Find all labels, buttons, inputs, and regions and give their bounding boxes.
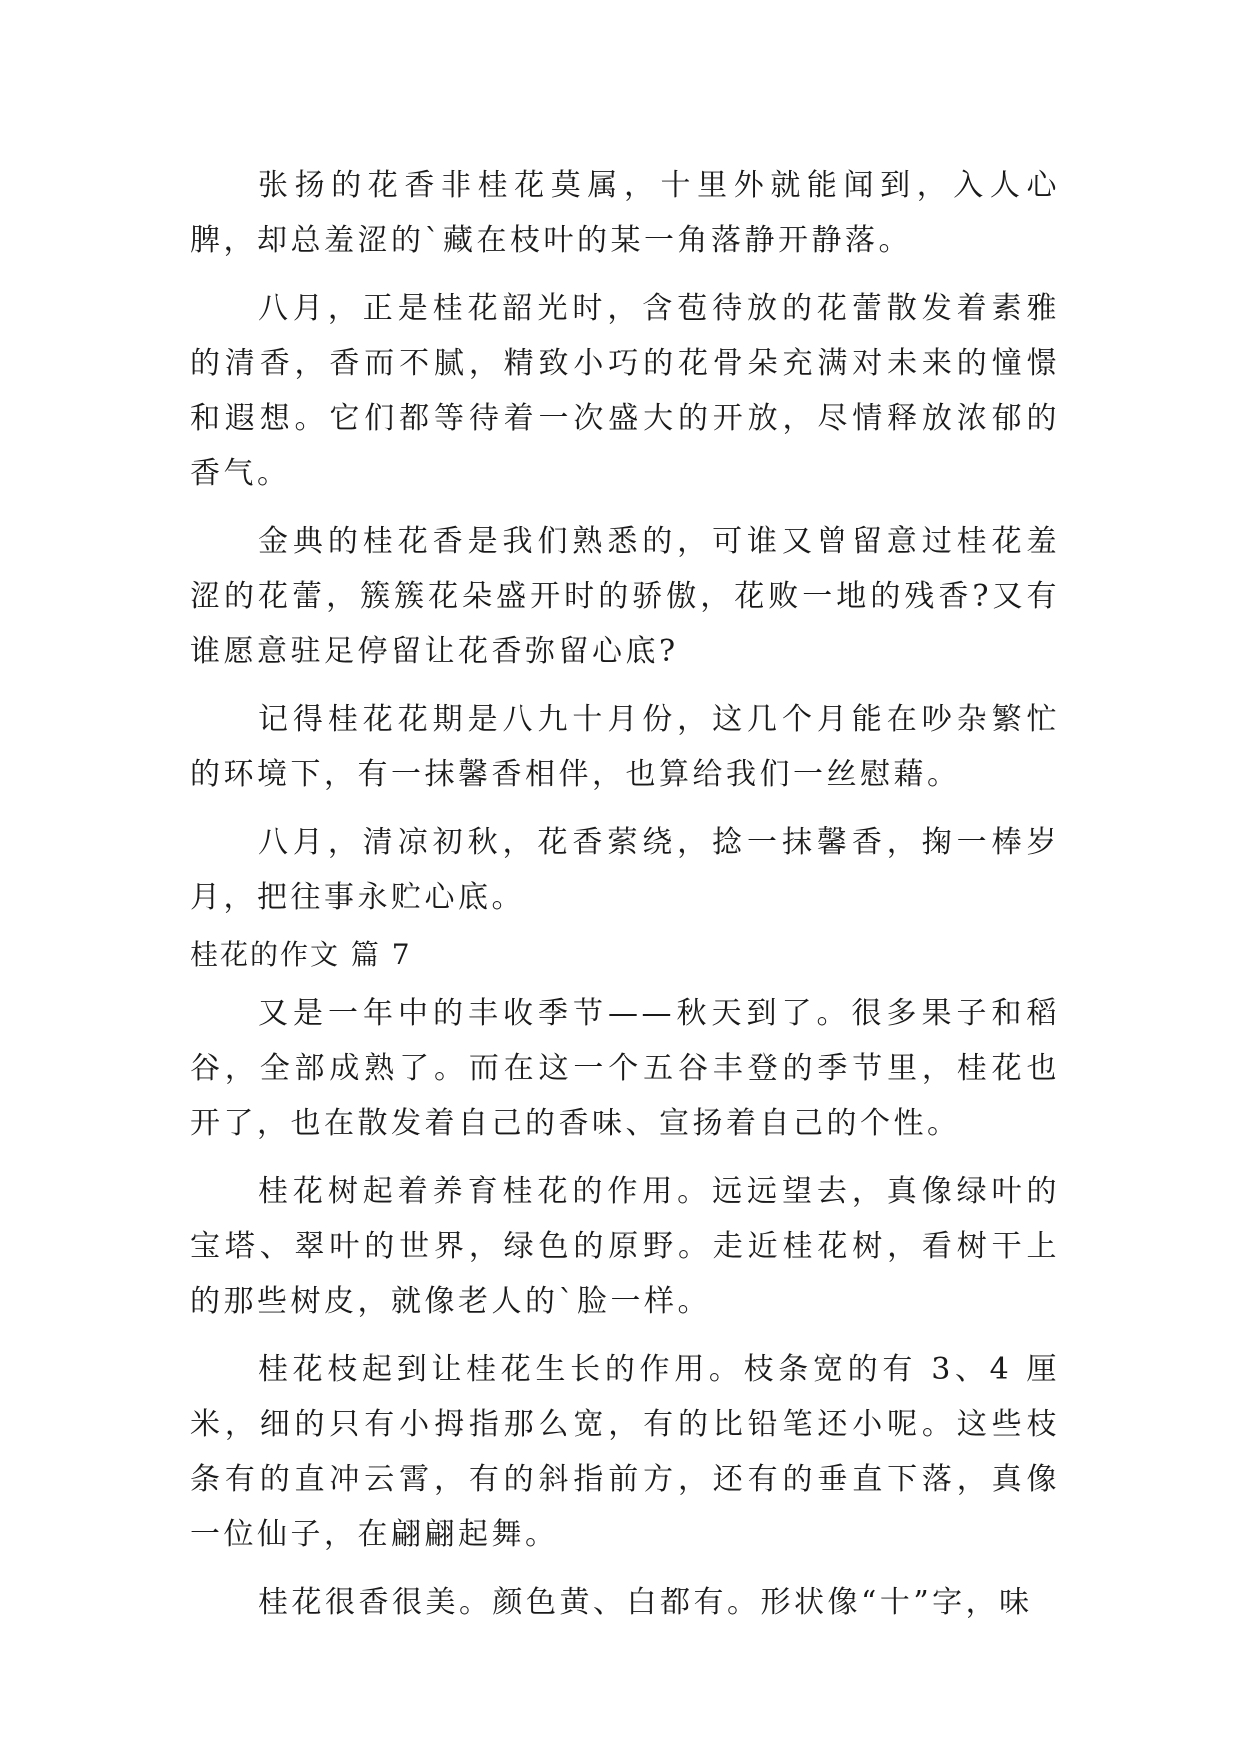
paragraph: 张扬的花香非桂花莫属，十里外就能闻到，入人心脾，却总羞涩的`藏在枝叶的某一角落静开静落。 xyxy=(190,168,1060,258)
paragraph: 八月，正是桂花韶光时，含苞待放的花蕾散发着素雅的清香，香而不腻，精致小巧的花骨朵充满对未来的憧憬和遐想。它们都等待着一次盛大的开放，尽情释放浓郁的香气。 xyxy=(190,291,1060,491)
paragraph: 八月，清凉初秋，花香萦绕，捻一抹馨香，掬一棒岁月，把往事永贮心底。 xyxy=(190,825,1060,915)
paragraph: 桂花枝起到让桂花生长的作用。枝条宽的有 3、4 厘米，细的只有小拇指那么宽，有的比铅笔还小呢。这些枝条有的直冲云霄，有的斜指前方，还有的垂直下落，真像一位仙子，在翩翩起舞。 xyxy=(190,1352,1060,1552)
paragraph: 记得桂花花期是八九十月份，这几个月能在吵杂繁忙的环境下，有一抹馨香相伴，也算给我们一丝慰藉。 xyxy=(190,702,1060,792)
paragraph: 又是一年中的丰收季节——秋天到了。很多果子和稻谷，全部成熟了。而在这一个五谷丰登的季节里，桂花也开了，也在散发着自己的香味、宣扬着自己的个性。 xyxy=(190,996,1060,1141)
paragraph: 桂花树起着养育桂花的作用。远远望去，真像绿叶的宝塔、翠叶的世界，绿色的原野。走近桂花树，看树干上的那些树皮，就像老人的`脸一样。 xyxy=(190,1174,1060,1319)
section-heading: 桂花的作文 篇 7 xyxy=(190,938,412,971)
paragraph: 金典的桂花香是我们熟悉的，可谁又曾留意过桂花羞涩的花蕾，簇簇花朵盛开时的骄傲，花败一地的残香?又有谁愿意驻足停留让花香弥留心底? xyxy=(190,524,1060,669)
document-body xyxy=(190,158,1060,1630)
paragraph: 桂花很香很美。颜色黄、白都有。形状像“十”字，味 xyxy=(258,1585,1033,1620)
